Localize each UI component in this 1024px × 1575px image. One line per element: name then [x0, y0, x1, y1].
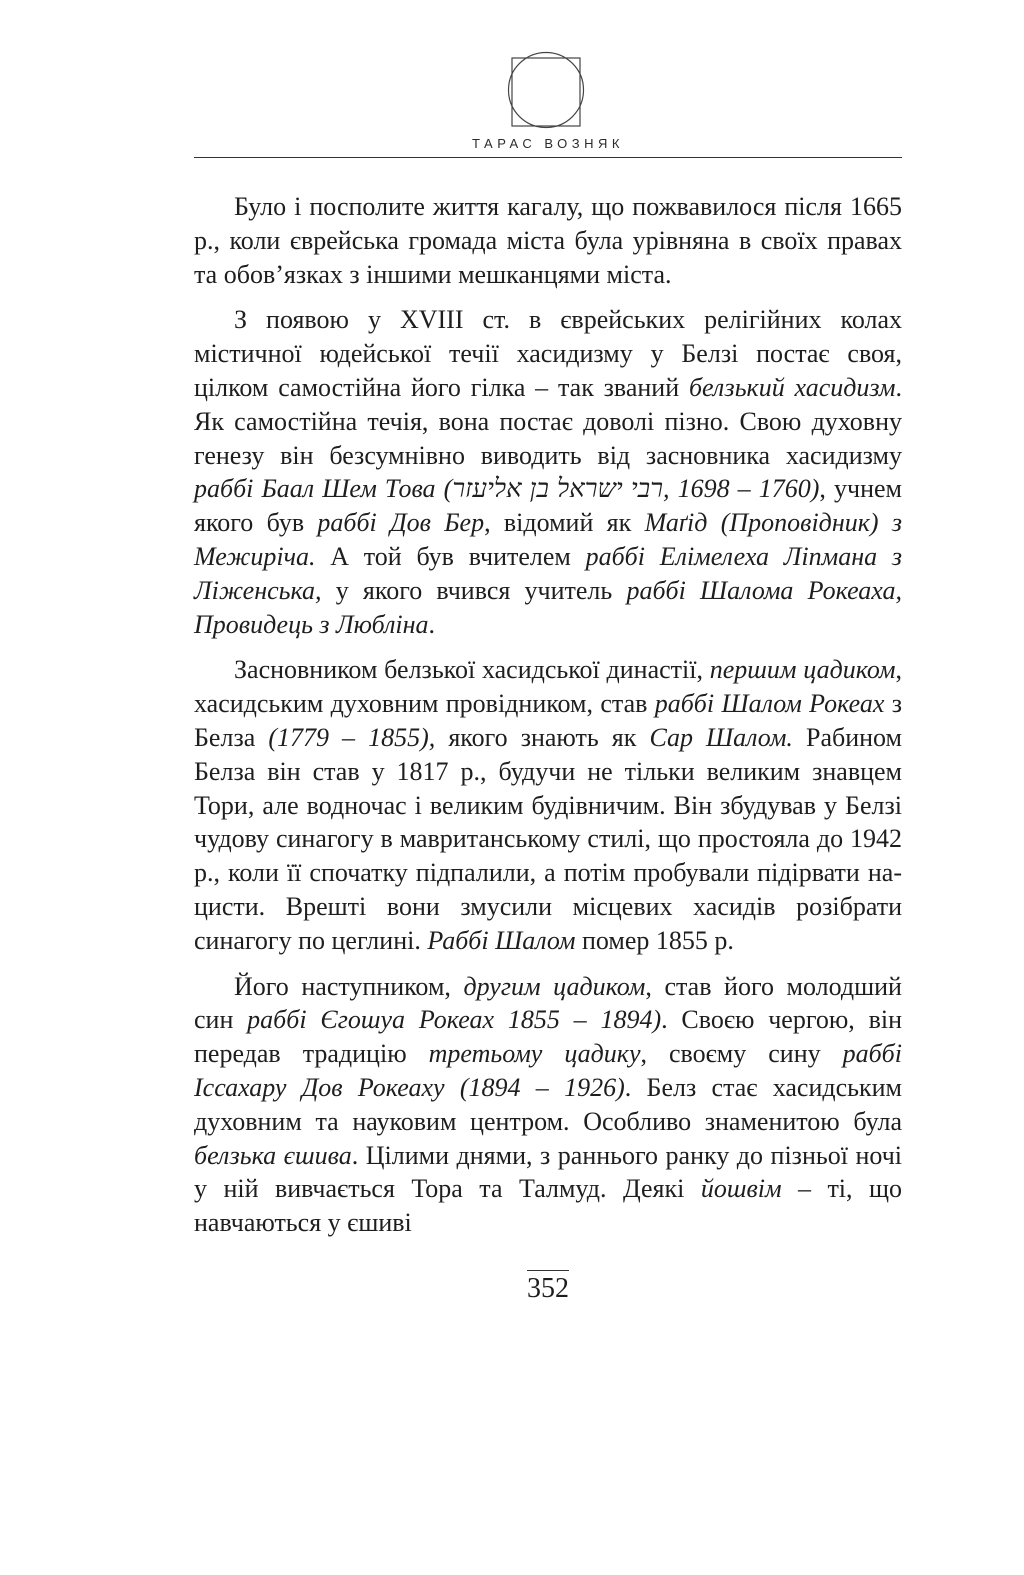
italic-run: Маґід (Проповідник) з Межиріча.: [194, 508, 902, 571]
italic-run: , 1698 – 1760): [662, 474, 820, 504]
paragraph: [194, 653, 902, 957]
italic-run: другим цадиком: [463, 971, 646, 1001]
text-run: Рабином Белза він став у 1817 р., будучи не тільки великим знавцем Тори, але водночас і великим будівничим. Він збудував у Белзі чудову синагогу в мавританському стилі, що простояла до 1942 р., коли її спочатку підпалили, а потім пробували підірвати нацисти. Врешті вони змусили місцевих хасидів розібрати синагогу по цеглині.: [194, 722, 903, 955]
header-rule: [194, 157, 902, 158]
italic-run: Сар Шалом.: [649, 722, 793, 752]
text-run: , хасидським духовним провідником, став: [194, 655, 902, 719]
italic-run: раббі Дов Бер: [317, 508, 485, 538]
text-run: Його наступником,: [234, 971, 464, 1001]
italic-run: раббі Єгошуа Рокеах 1855 – 1894): [247, 1005, 662, 1035]
page-number-text: 352: [527, 1270, 569, 1305]
body-text: [194, 190, 902, 1240]
text-run: .: [428, 609, 436, 639]
text-run: Засновником белзької хасидської династії,: [234, 655, 710, 685]
text-run: – ті, що навчаються у єшиві: [194, 1174, 903, 1238]
italic-run: (1779 – 1855),: [268, 722, 436, 752]
italic-run: раббі Іссахару Дов Рокеаху (1894 – 1926): [194, 1039, 902, 1102]
italic-run: белзька єшива: [194, 1140, 352, 1170]
circle-square-emblem-icon: [507, 47, 585, 133]
running-head-author: ТАРАС ВОЗНЯК: [472, 136, 624, 151]
italic-run: раббі Шалома Рокеаха, Провидець з Любліна: [194, 575, 902, 639]
text-run: Було і посполите життя кагалу, що пожвавилося після 1665 р., коли єврейська громада міста була урівняна в своїх правах та обов’язках з іншими мешканцями міста.: [194, 192, 902, 289]
text-run: з Белза: [194, 689, 902, 752]
text-run: . Як самостійна течія, вона постає доволі пізно. Свою духовну генезу він безсумнівно виводить від засновника хасидизму: [194, 372, 902, 470]
italic-run: раббі Шалом Рокеах: [654, 689, 885, 719]
text-run: , відомий як: [484, 508, 645, 538]
paragraph: [194, 970, 902, 1240]
paragraph: [194, 303, 902, 641]
italic-run: третьому цадику: [428, 1039, 641, 1069]
text-run: . Белз стає хасидським духовним та науковим центром. Особливо знаменитою була: [194, 1072, 902, 1136]
italic-run: белзький хасидизм: [688, 372, 896, 402]
text-run: у якого вчився учитель: [321, 575, 627, 605]
italic-run: раббі Баал Шем Това (: [194, 474, 453, 504]
hebrew-name: רבי ישראל בן אליעזר: [452, 474, 663, 504]
page-number: [194, 1270, 902, 1305]
text-run: , став його молодший син: [194, 971, 902, 1035]
text-run: . Цілими днями, з раннього ранку до пізньої ночі у ній вивчається Тора та Талмуд. Деякі: [194, 1140, 902, 1204]
text-run: . Своєю чергою, він передав традицію: [194, 1005, 902, 1069]
text-run: З появою у XVIII ст. в єврейських релігійних колах містичної юдейської течії хасидизму у Белзі постає своя, цілком самостійна його гілка – так званий: [194, 305, 902, 402]
paragraph: [194, 190, 902, 291]
italic-run: йошвім: [700, 1174, 782, 1204]
text-run: А той був вчителем: [315, 541, 586, 571]
text-run: , учнем якого був: [194, 474, 902, 538]
italic-run: Раббі Шалом: [427, 925, 576, 955]
text-run: помер 1855 р.: [575, 925, 734, 955]
italic-run: раббі Елімелеха Ліпмана з Ліженська,: [194, 541, 902, 605]
italic-run: першим цадиком: [709, 655, 896, 685]
text-run: , своєму сину: [640, 1039, 843, 1069]
text-run: якого знають як: [435, 722, 650, 752]
